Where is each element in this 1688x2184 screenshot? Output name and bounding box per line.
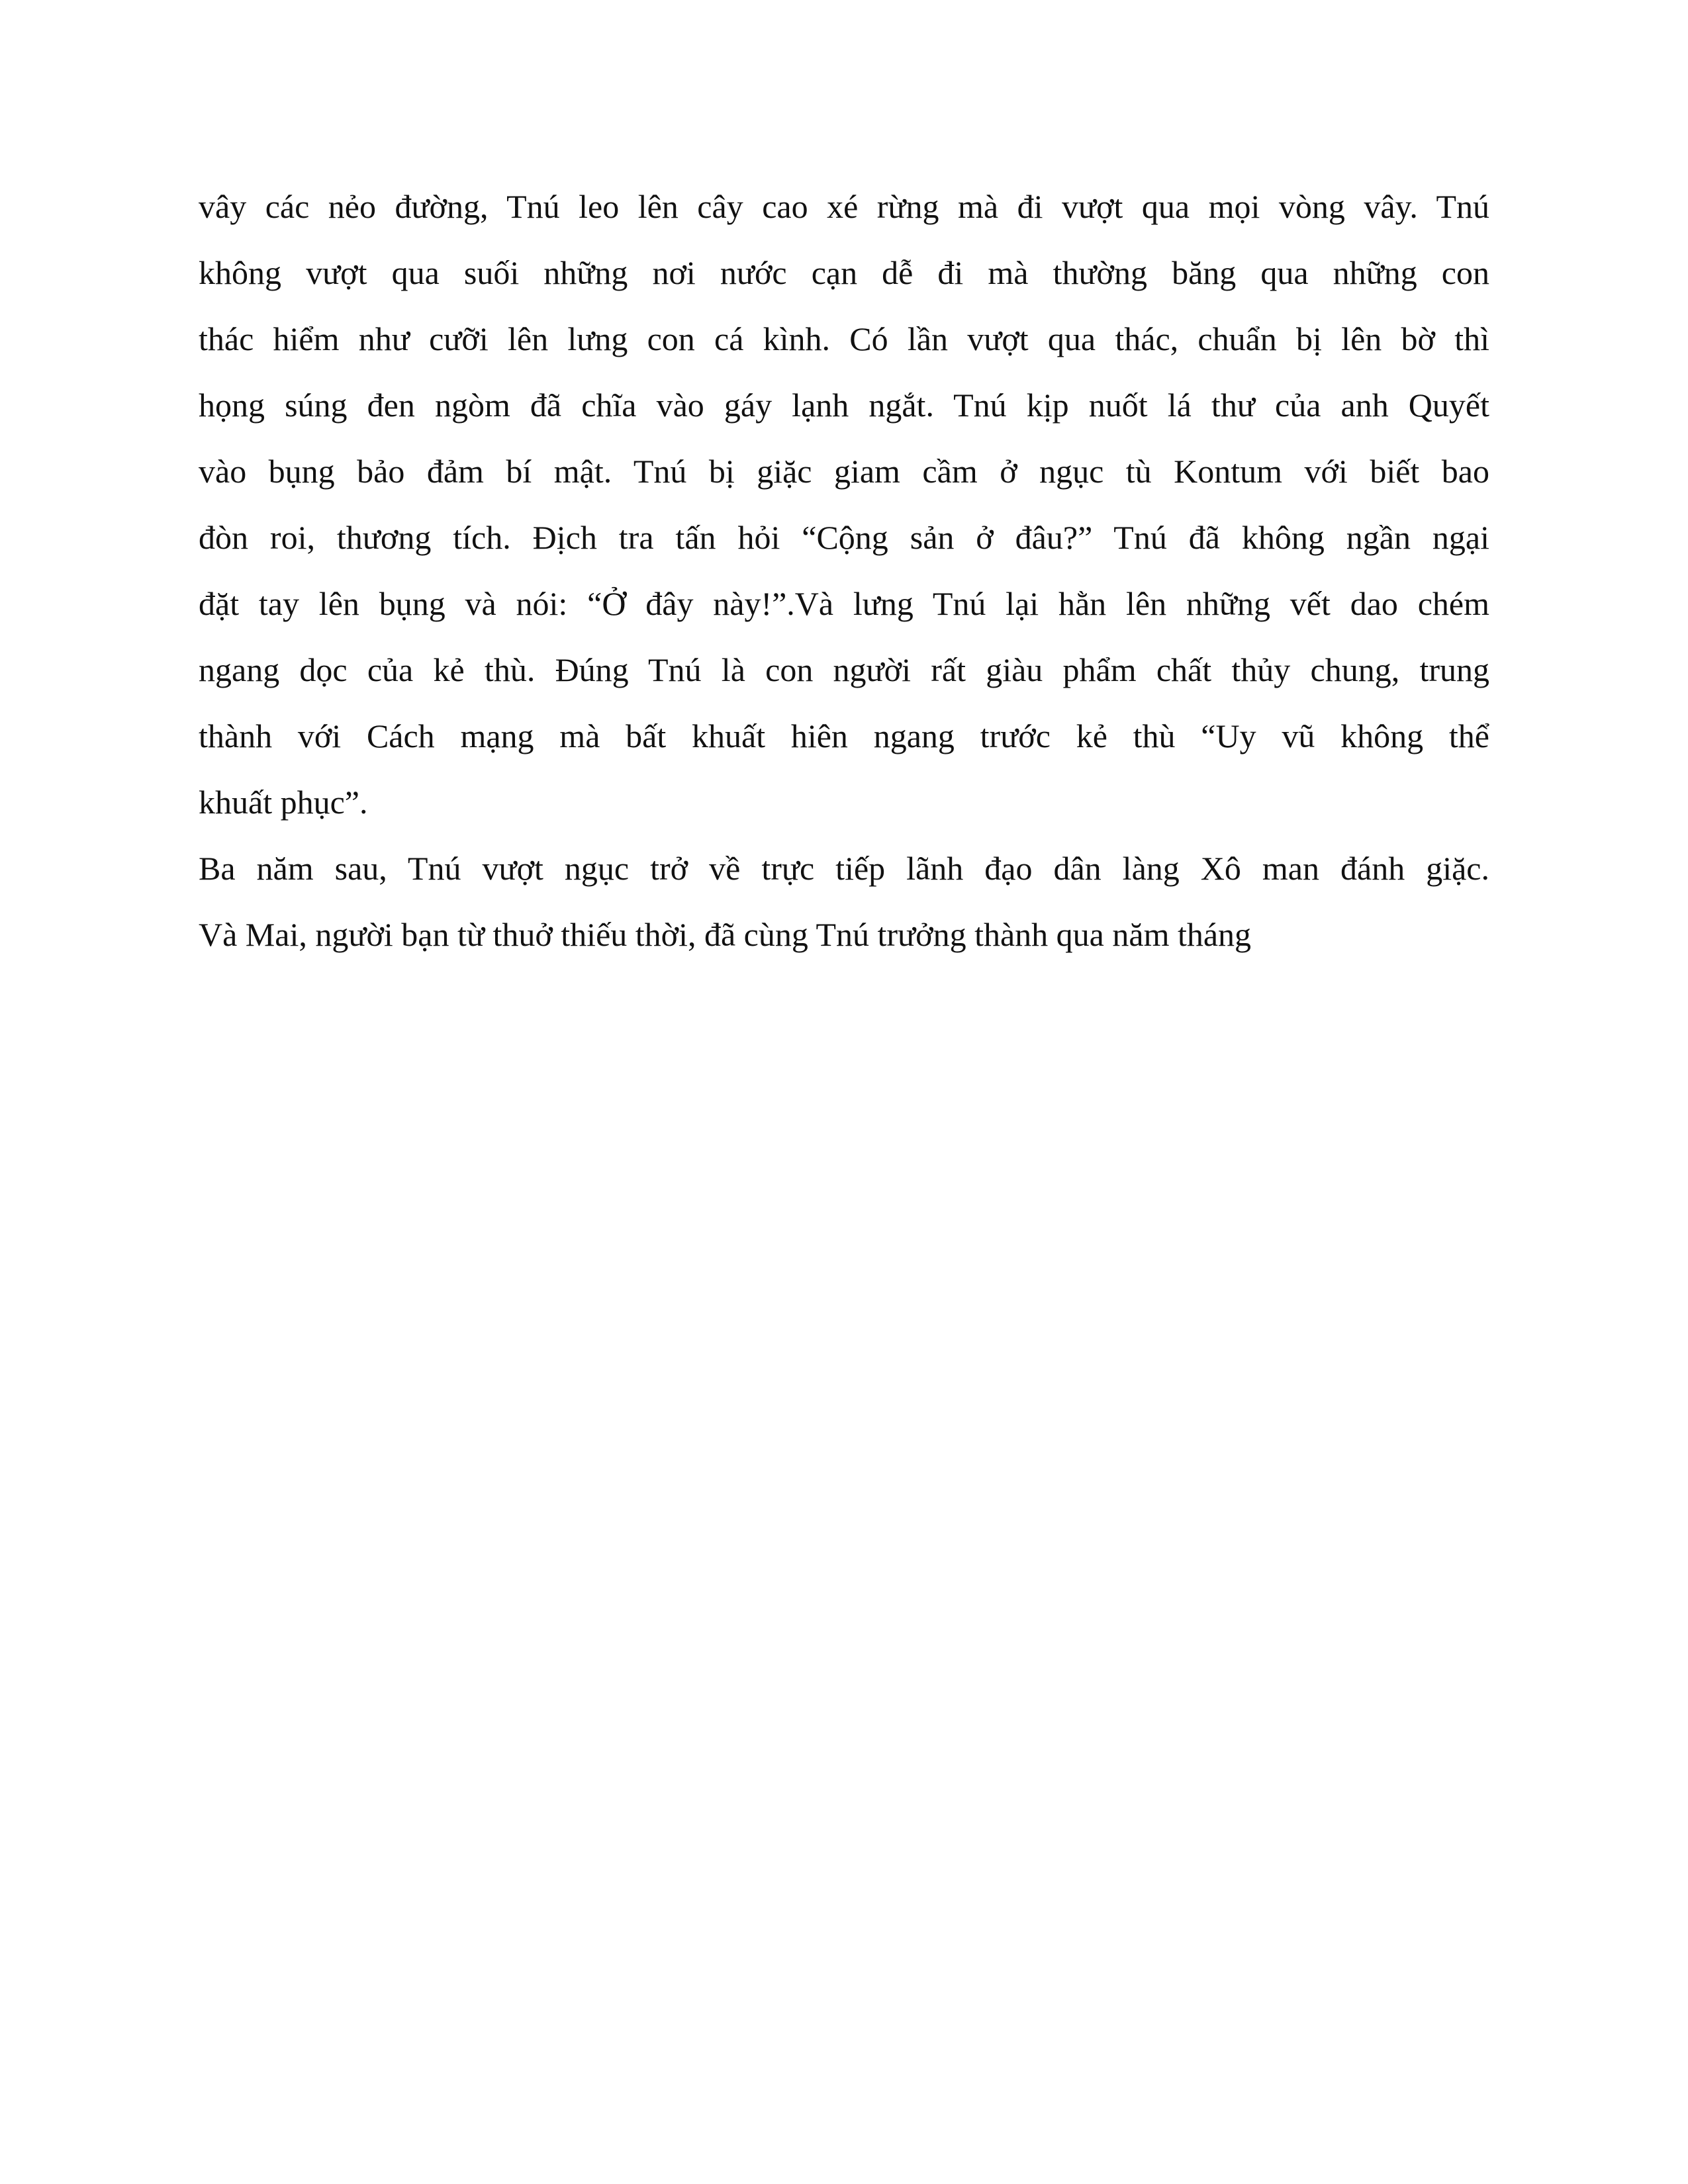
text-line: thành với Cách mạng mà bất khuất hiên ngang trước kẻ thù “Uy vũ không thể bbox=[199, 717, 1489, 754]
paragraph-1 bbox=[199, 173, 1489, 835]
text-line: vây các nẻo đường, Tnú leo lên cây cao xé rừng mà đi vượt qua mọi vòng vây. Tnú bbox=[199, 188, 1489, 225]
text-line: họng súng đen ngòm đã chĩa vào gáy lạnh ngắt. Tnú kịp nuốt lá thư của anh Quyết bbox=[199, 387, 1489, 424]
body-text bbox=[199, 173, 1489, 968]
text-line: Ba năm sau, Tnú vượt ngục trở về trực tiếp lãnh đạo dân làng Xô man đánh giặc. bbox=[199, 850, 1489, 887]
text-line: khuất phục”. bbox=[199, 784, 368, 821]
text-line: thác hiểm như cưỡi lên lưng con cá kình. Có lần vượt qua thác, chuẩn bị lên bờ thì bbox=[199, 320, 1489, 357]
text-line: Và Mai, người bạn từ thuở thiếu thời, đã cùng Tnú trưởng thành qua năm tháng bbox=[199, 916, 1252, 953]
text-line: đặt tay lên bụng và nói: “Ở đây này!”.Và lưng Tnú lại hằn lên những vết dao chém bbox=[199, 585, 1489, 622]
text-line: không vượt qua suối những nơi nước cạn dễ đi mà thường băng qua những con bbox=[199, 254, 1489, 291]
text-line: ngang dọc của kẻ thù. Đúng Tnú là con người rất giàu phẩm chất thủy chung, trung bbox=[199, 651, 1489, 688]
paragraph-2 bbox=[199, 835, 1489, 968]
text-line: vào bụng bảo đảm bí mật. Tnú bị giặc giam cầm ở ngục tù Kontum với biết bao bbox=[199, 453, 1489, 490]
text-line: đòn roi, thương tích. Địch tra tấn hỏi “Cộng sản ở đâu?” Tnú đã không ngần ngại bbox=[199, 519, 1489, 556]
